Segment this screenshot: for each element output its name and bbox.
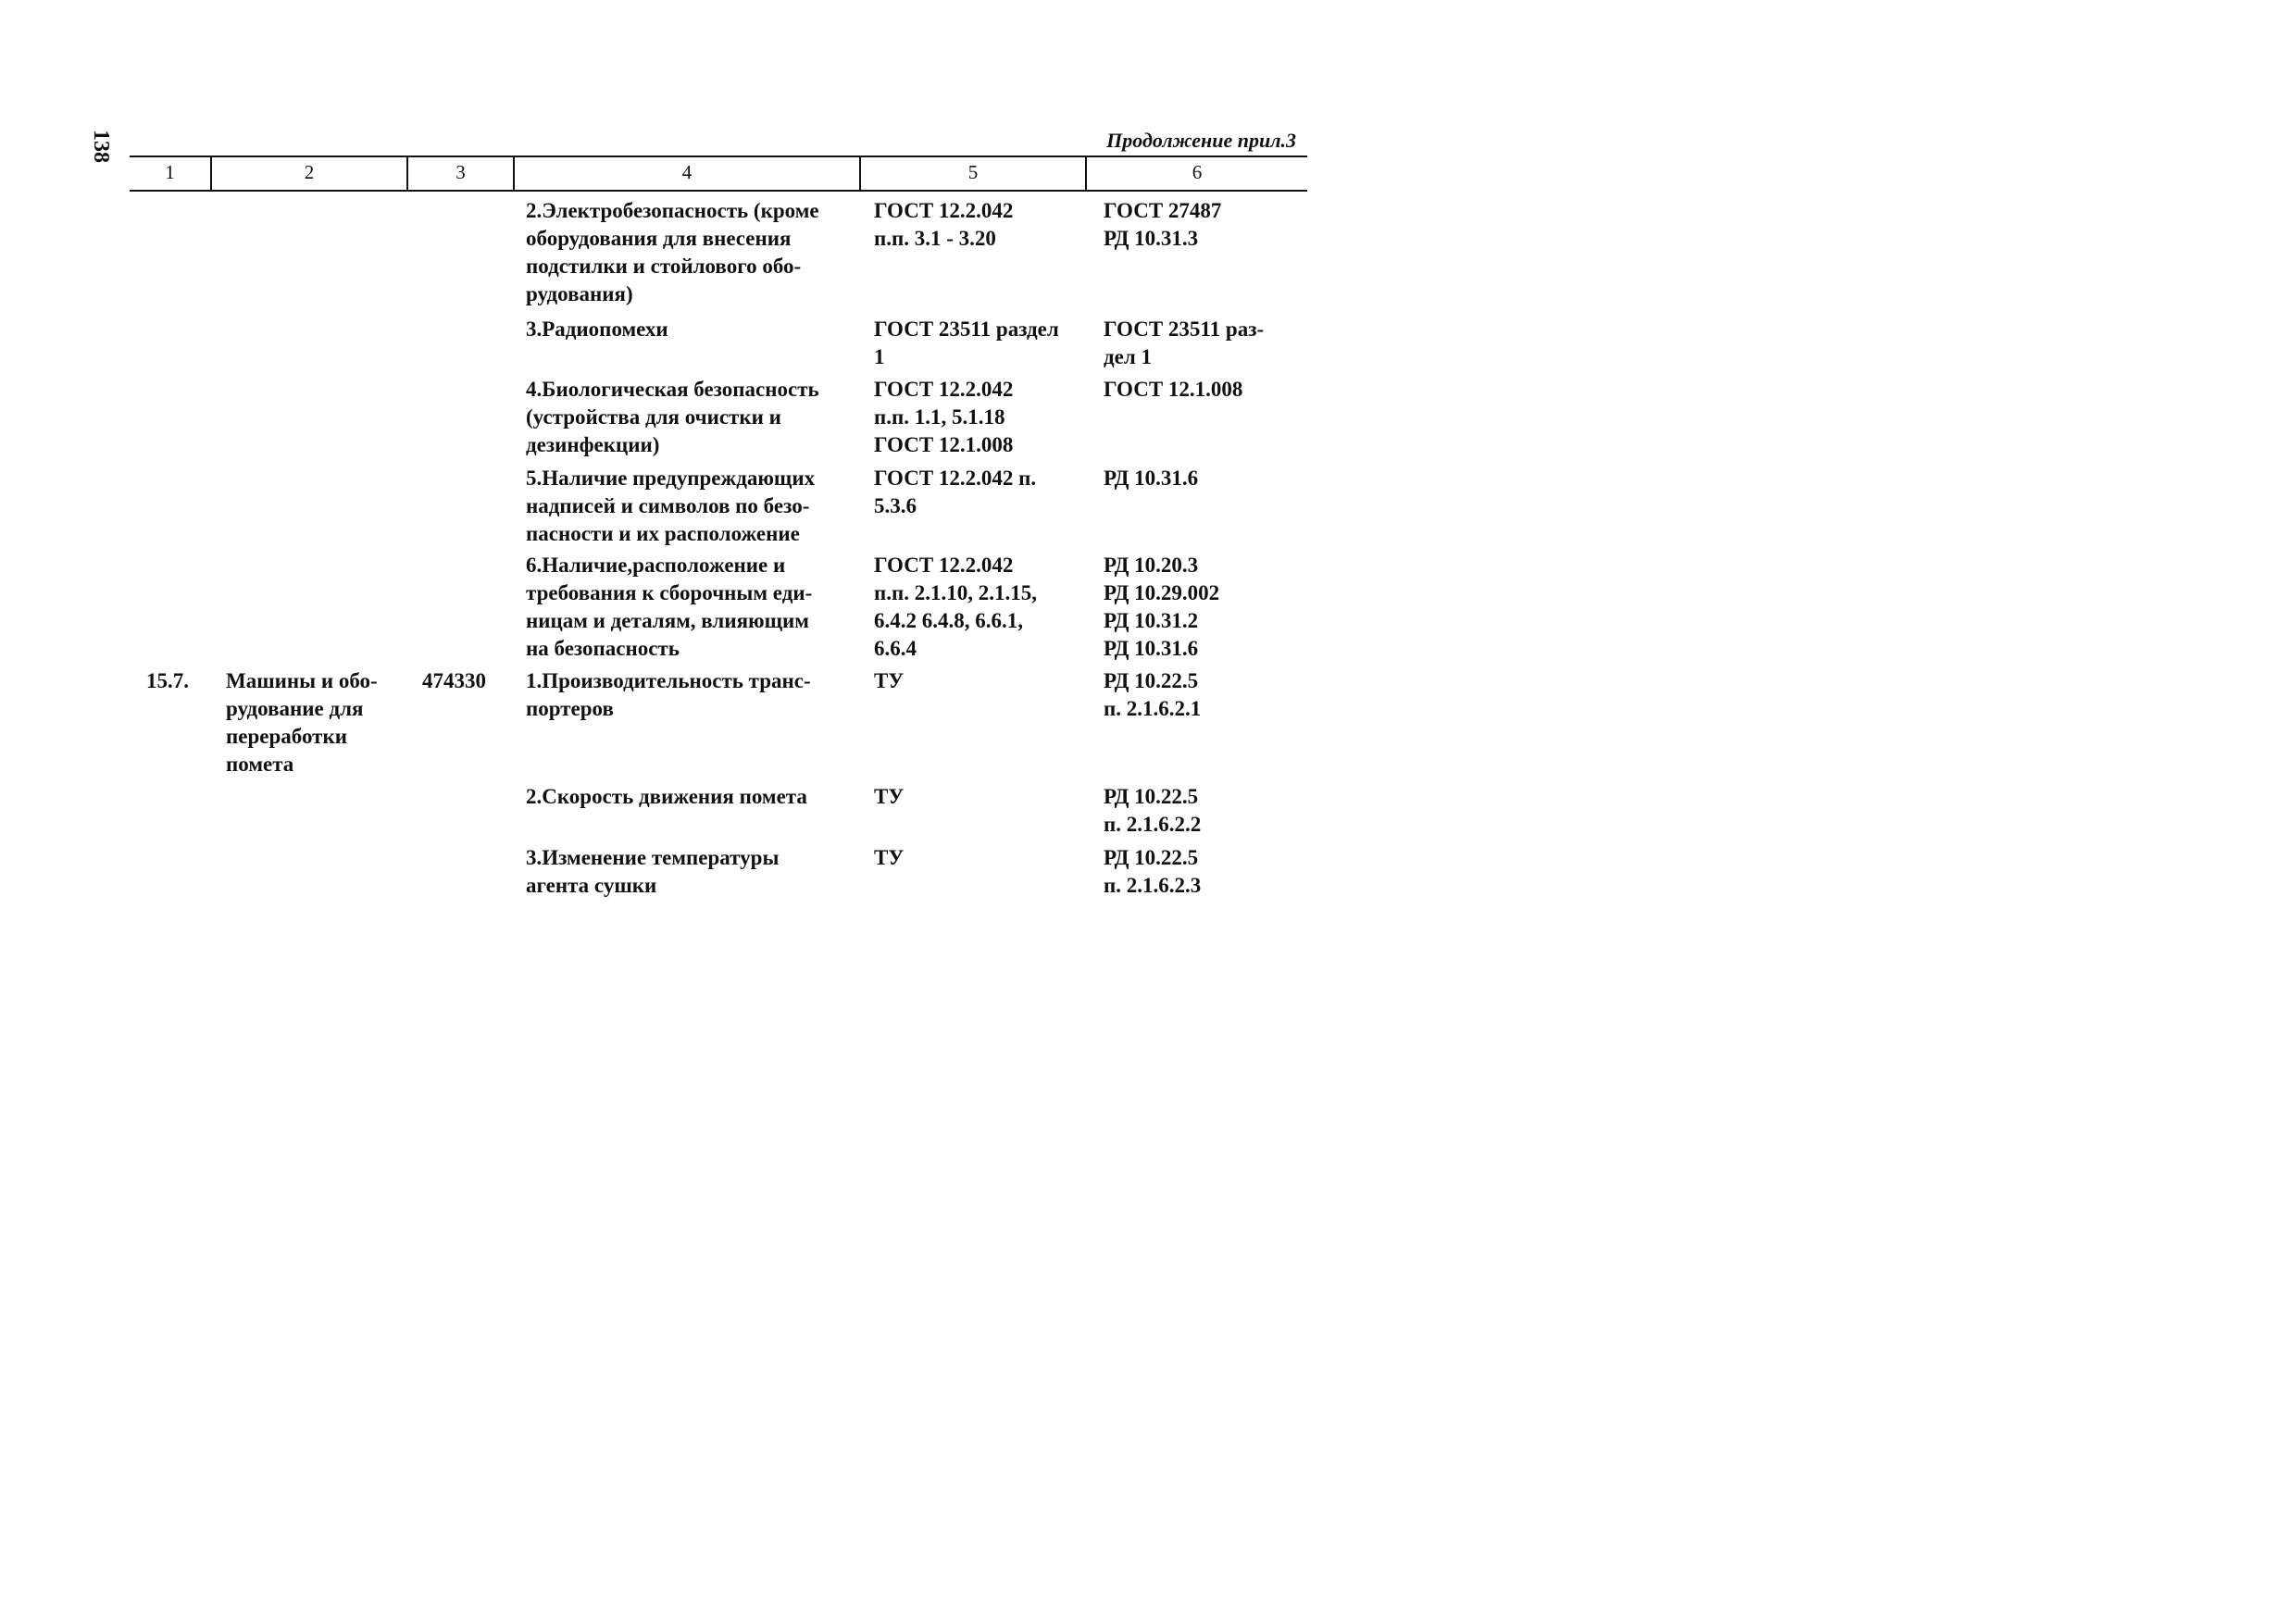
table-cell-norm: ГОСТ 12.2.042 п. 5.3.6 bbox=[874, 467, 1037, 517]
table-cell-number: 15.7. bbox=[146, 669, 189, 692]
table-cell-method: ГОСТ 23511 раз- дел 1 bbox=[1104, 317, 1265, 368]
table-cell-parameter: 2.Скорость движения помета bbox=[526, 785, 807, 808]
table-cell-norm: ТУ bbox=[874, 846, 905, 869]
table-cell-method: РД 10.20.3 РД 10.29.002 РД 10.31.2 РД 10.31.6 bbox=[1104, 554, 1220, 660]
table-cell-parameter: 4.Биологическая безопасность (устройства для очистки и дезинфекции) bbox=[526, 378, 819, 456]
table-cell-name: Машины и обо- рудование для переработки помета bbox=[226, 669, 378, 776]
column-header-1: 1 bbox=[165, 161, 175, 183]
table-cell-parameter: 3.Изменение температуры агента сушки bbox=[526, 846, 780, 897]
column-header-4: 4 bbox=[681, 161, 693, 183]
table-cell-parameter: 6.Наличие,расположение и требования к сборочным еди- ницам и деталям, влияющим на безопасность bbox=[526, 554, 813, 660]
table-cell-norm: ТУ bbox=[874, 669, 905, 692]
column-header-5: 5 bbox=[967, 161, 979, 183]
continuation-label: Продолжение прил.3 bbox=[1106, 129, 1296, 152]
table-cell-norm: ГОСТ 12.2.042 п.п. 2.1.10, 2.1.15, 6.4.2 6.4.8, 6.6.1, 6.6.4 bbox=[874, 554, 1038, 660]
table-cell-parameter: 5.Наличие предупреждающих надписей и символов по безо- пасности и их расположение bbox=[526, 467, 816, 545]
table-cell-method: ГОСТ 27487 РД 10.31.3 bbox=[1104, 199, 1222, 250]
table-cell-method: РД 10.22.5 п. 2.1.6.2.2 bbox=[1104, 785, 1202, 836]
table-cell-method: РД 10.31.6 bbox=[1104, 467, 1199, 490]
table-cell-parameter: 2.Электробезопасность (кроме оборудования для внесения подстилки и стойлового обо- рудования) bbox=[526, 199, 819, 305]
table-cell-method: РД 10.22.5 п. 2.1.6.2.3 bbox=[1104, 846, 1202, 897]
column-header-6: 6 bbox=[1192, 161, 1203, 183]
table-cell-parameter: 3.Радиопомехи bbox=[526, 317, 668, 341]
table-header-bottom-rule bbox=[130, 190, 1307, 192]
table-cell-norm: ГОСТ 12.2.042 п.п. 1.1, 5.1.18 ГОСТ 12.1.008 bbox=[874, 378, 1014, 456]
table-cell-method: ГОСТ 12.1.008 bbox=[1104, 378, 1243, 401]
column-header-3: 3 bbox=[455, 161, 466, 183]
table-top-rule bbox=[130, 156, 1307, 157]
column-header-2: 2 bbox=[304, 161, 315, 183]
table-cell-norm: ГОСТ 12.2.042 п.п. 3.1 - 3.20 bbox=[874, 199, 1014, 250]
table-cell-code: 474330 bbox=[422, 669, 486, 692]
table-cell-norm: ГОСТ 23511 раздел 1 bbox=[874, 317, 1059, 368]
table-cell-parameter: 1.Производительность транс- портеров bbox=[526, 669, 811, 720]
table-cell-method: РД 10.22.5 п. 2.1.6.2.1 bbox=[1104, 669, 1202, 720]
page-number: 138 bbox=[89, 130, 113, 163]
table-cell-norm: ТУ bbox=[874, 785, 905, 808]
